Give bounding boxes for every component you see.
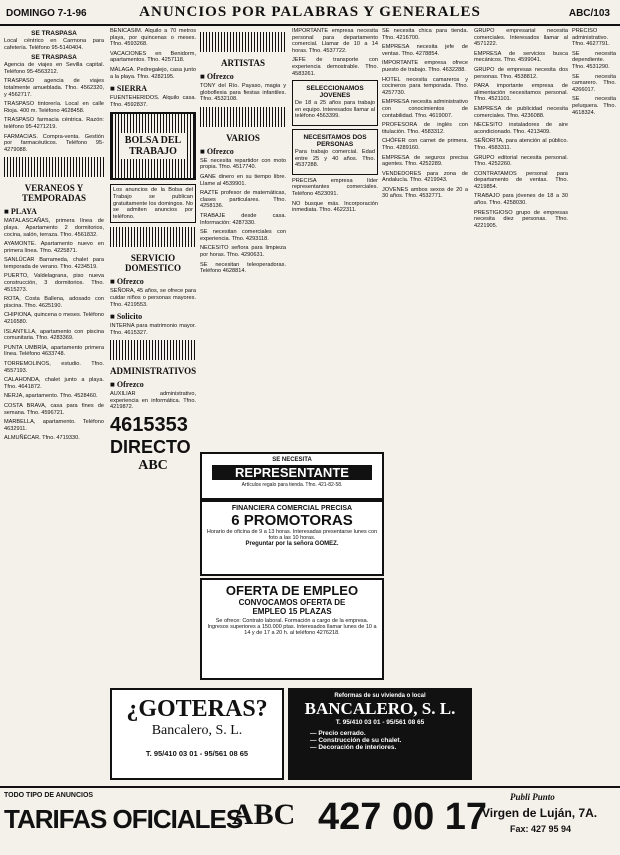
classified-ad: SANLÚCAR Barrameda, chalet para temporada de verano. Tfno. 4234519. <box>4 257 104 270</box>
classified-ad: SE necesitan comerciales con experiencia. Tfno. 4293118. <box>200 229 286 242</box>
rep-top: SE NECESITA <box>272 457 312 463</box>
classified-ad: ISLANTILLA, apartamento con piscina comunitaria. Tfno. 4283369. <box>4 328 104 342</box>
rep-sub: Artículos regalo para tienda. Tfno. 421-82-58. <box>241 482 343 488</box>
classified-ad: TRASPASO tintorería. Local en calle Rioja. 400 m. Teléfono 4628458. <box>4 101 104 114</box>
ad-heading: SELECCIONAMOS JOVENES <box>306 85 364 100</box>
direct-phone: 4615353 <box>110 414 188 437</box>
column-5 <box>382 28 468 588</box>
section-ornament <box>4 157 104 177</box>
classified-ad: AYAMONTE. Apartamento nuevo en primera línea. Tfno. 4225871. <box>4 241 104 254</box>
classified-ad: EMPRESA de publicidad necesita comerciales. Tfno. 4236088. <box>474 105 568 119</box>
column-2 <box>110 28 196 783</box>
classified-ad: VENDEDORES para zona de Andalucía. Tfno. 4219943. <box>382 170 468 184</box>
classified-ad: NERJA, apartamento. Tfno. 4528460. <box>4 393 98 400</box>
section-title: ARTISTAS <box>220 58 266 68</box>
classified-ad: MATALASCAÑAS, primera línea de playa. Apartamento 2 dormitorios, cocina, salón, terraza. Tfno. 4561832. <box>4 218 104 238</box>
classified-ad: CALAHONDA, chalet junto a playa. Tfno. 4641872. <box>4 377 104 390</box>
classified-ad: PRECISO administrativo. Tfno. 4627791. <box>572 28 610 48</box>
classified-ad: ROTA, Costa Ballena, adosado con piscina. Tfno. 4625190. <box>4 296 104 309</box>
section-ornament <box>110 227 196 247</box>
page-number: ABC/103 <box>568 8 610 19</box>
classified-ad: FARMACIAS. Compra-venta. Gestión por farmacéuticos. Teléfono 95-4279088. <box>4 133 104 153</box>
classified-ad: SEÑORITA, para atención al público. Tfno. 4583311. <box>474 138 568 151</box>
banner-line1: TODO TIPO DE ANUNCIOS <box>4 792 94 799</box>
classified-ad: PUNTA UMBRÍA, apartamento primera línea. Teléfono 4633748. <box>4 344 104 358</box>
reformas-item: — Precio cerrado. <box>310 730 366 737</box>
bolsa-note: Los anuncios de la Bolsa del Trabajo se publican gratuitamente los domingos. No se admiten anuncios por teléfono. <box>110 184 196 223</box>
column-6 <box>474 28 568 783</box>
classified-ad: HOTEL necesita camareros y cocineros para temporada. Tfno. 4257730. <box>382 76 468 96</box>
subsection-title: ■ PLAYA <box>4 207 104 216</box>
fin-top: FINANCIERA COMERCIAL PRECISA <box>231 505 353 512</box>
page-title: ANUNCIOS POR PALABRAS Y GENERALES <box>139 4 481 20</box>
subsection-title: ■ SIERRA <box>110 84 196 93</box>
reformas-ad <box>288 688 472 780</box>
classified-ad: PUERTO, Valdelagrana, piso nueva construcción, 3 dormitorios. Tfno. 4515273. <box>4 273 104 293</box>
classified-ad: TORREMOLINOS, estudio. Tfno. 4557193. <box>4 361 104 374</box>
ad-text: Agencia de viajes en Sevilla capital. Teléfono 95-4563212. <box>4 62 104 75</box>
subsection-title: ■ Ofrezco <box>200 72 286 81</box>
classified-ad: IMPORTANTE empresa necesita personal para departamento comercial. Llamar de 10 a 14 horas. Tfno. 4537722. <box>292 28 378 54</box>
oferta-body: Se ofrece: Contrato laboral. Formación a cargo de la empresa. Ingresos superiores a 150.000 ptas. Interesados llamar lunes de 10 a 14 y de 17 a 20 h. al teléfono 4276218. <box>207 618 377 636</box>
reformas-top: Reformas de su vivienda o local <box>334 693 426 699</box>
classified-ad: JEFE de transporte con experiencia demostrable. Tfno. 4583261. <box>292 57 378 77</box>
classified-ad: TRABAJE desde casa. Información: 4287330. <box>200 212 286 226</box>
classified-ad: CONTRATAMOS personal para departamento de ventas. Tfno. 4219854. <box>474 170 568 190</box>
ad-text: Para trabajo comercial. Edad entre 25 y 40 años. Tfno. 4537288. <box>295 148 375 169</box>
classified-ad: RAZTE profesor de matemáticas, clases particulares. Tfno. 4258136. <box>200 190 286 210</box>
reformas-item: — Decoración de interiores. <box>310 744 397 751</box>
section-ornament <box>200 32 286 52</box>
column-4 <box>292 28 378 288</box>
abc-logo: ABC <box>138 458 168 474</box>
banner-address: Virgen de Luján, 7A. <box>482 806 598 820</box>
ad-heading: SE TRASPASA <box>31 30 77 37</box>
classified-ad: TRABAJO para jóvenes de 18 a 30 años. Tfno. 4258030. <box>474 193 568 207</box>
direct-label: DIRECTO <box>110 437 191 458</box>
section-ornament <box>110 340 196 360</box>
classified-ad: SEÑORA, 45 años, se ofrece para cuidar niños o personas mayores. Tfno. 4219553. <box>110 288 196 308</box>
classified-ad: SE necesita dependiente. Tfno. 4531290. <box>572 50 616 70</box>
classified-ad: SE necesita repartidor con moto propia. Tfno. 4517740. <box>200 157 286 171</box>
classified-ad: EMPRESA de seguros precisa agentes. Tfno. 4252289. <box>382 154 468 168</box>
ad-text: De 18 a 25 años para trabajo en equipo. Interesados llamar al teléfono 4563399. <box>295 100 375 120</box>
page-header <box>0 0 620 26</box>
banner-fax: Fax: 427 95 94 <box>510 824 572 834</box>
classified-ad: FUENTEHERIDOS. Alquilo casa. Tfno. 4592837. <box>110 95 196 108</box>
classified-ad: PRECISA empresa líder representantes comerciales. Teléfono 4523091. <box>292 177 378 197</box>
column-3 <box>200 28 286 488</box>
oferta-title: OFERTA DE EMPLEO <box>225 583 359 598</box>
banner-title: TARIFAS OFICIALES <box>4 804 243 834</box>
goteras-title: ¿GOTERAS? <box>126 696 268 722</box>
classified-ad: EMPRESA de servicios busca mecánicos. Tfno. 4599041. <box>474 50 568 64</box>
classified-ad: NO busque más. Incorporación inmediata. Tfno. 4622311. <box>292 200 378 214</box>
rep-title: REPRESENTANTE <box>212 465 372 480</box>
issue-date: DOMINGO 7-1-96 <box>6 8 87 19</box>
subsection-title: ■ Ofrezco <box>110 277 196 286</box>
classified-ad: PARA importante empresa de alimentación necesitamos personal. Tfno. 4521101. <box>474 83 568 103</box>
classified-ad: SE necesita peluquera. Tfno. 4618324. <box>572 96 616 116</box>
classified-ad: GANE dinero en su tiempo libre. Llame al 4539901. <box>200 173 286 187</box>
bolsa-logo-text: BOLSA DEL TRABAJO <box>120 133 186 159</box>
classified-ad: INTERNA para matrimonio mayor. Tfno. 4615327. <box>110 323 196 336</box>
classified-ad: PRESTIGIOSO grupo de empresas necesita diez personas. Tfno. 4221905. <box>474 209 568 229</box>
section-title: VARIOS <box>226 132 260 143</box>
bottom-banner <box>0 786 620 855</box>
publi-punto-logo: Publi Punto <box>510 792 555 802</box>
classified-ad: JOVENES ambos sexos de 20 a 30 años. Tfno. 4532771. <box>382 186 468 200</box>
reformas-company: BANCALERO, S. L. <box>304 699 456 718</box>
section-title: VERANEOS Y TEMPORADAS <box>21 183 86 204</box>
ad-heading: NECESITAMOS DOS PERSONAS <box>303 133 367 148</box>
column-1 <box>4 28 104 783</box>
oferta-line2: EMPLEO 15 PLAZAS <box>252 607 332 616</box>
representative-ad <box>200 452 384 500</box>
column-7 <box>572 28 616 783</box>
reformas-item-text: Precio cerrado. <box>318 730 366 737</box>
section-title: SERVICIO DOMESTICO <box>124 253 181 274</box>
classified-ad: COSTA BRAVA, casa para fines de semana. Tfno. 4596721. <box>4 402 104 416</box>
reformas-item: — Construcción de su chalet. <box>310 737 402 744</box>
oferta-line1: CONVOCAMOS OFERTA DE <box>238 598 346 607</box>
fin-title: 6 PROMOTORAS <box>231 512 353 529</box>
ad-heading: SE TRASPASA <box>31 54 77 62</box>
reformas-item-text: Construcción de su chalet. <box>318 737 402 744</box>
reformas-item-text: Decoración de interiores. <box>318 744 397 751</box>
section-ornament <box>200 107 286 127</box>
financiera-ad <box>200 500 384 576</box>
classified-ad: SE necesita chica para tienda. Tfno. 4216700. <box>382 28 468 41</box>
classified-ad: SE necesita camarero. Tfno. 4266017. <box>572 73 616 93</box>
fin-body: Horario de oficina de 9 a 13 horas. Interesadas presentarse lunes con foto a las 10 horas. <box>206 529 378 541</box>
classified-ad: NECESITO señora para limpieza por horas. Tfno. 4290631. <box>200 245 286 258</box>
classified-ad: TRASPASO farmacia céntrica. Razón: teléfono 95-4271219. <box>4 117 104 130</box>
bolsa-logo <box>110 112 196 180</box>
classified-ad: ALMUÑÉCAR. Tfno. 4719330. <box>4 435 80 442</box>
classified-ad: CHÓFER con carnet de primera. Tfno. 4289160. <box>382 138 468 151</box>
classified-ad: EMPRESA necesita jefe de ventas. Tfno. 4278854. <box>382 44 468 57</box>
classified-ad: PROFESORA de inglés con titulación. Tfno. 4583312. <box>382 122 468 135</box>
classified-ad: GRUPO editorial necesita personal. Tfno. 4252260. <box>474 154 568 168</box>
classified-ad: GRUPO de empresas necesita dos personas. Tfno. 4538812. <box>474 66 568 80</box>
oferta-ad <box>200 578 384 680</box>
reformas-phones: T. 95/410 03 01 - 95/561 08 65 <box>335 719 425 726</box>
subsection-title: ■ Ofrezco <box>110 380 196 389</box>
fin-bottom: Preguntar por la señora GOMEZ. <box>245 541 339 547</box>
classified-ad: GRUPO empresarial necesita comerciales. Interesados llamar al 4571222. <box>474 28 568 48</box>
goteras-phones: T. 95/410 03 01 - 95/561 08 65 <box>145 749 249 758</box>
classified-ad: AUXILIAR administrativo, experiencia en informática. Tfno. 4219872. <box>110 391 196 411</box>
classified-ad: EMPRESA necesita administrativo con conocimientos de contabilidad. Tfno. 4619007. <box>382 99 468 119</box>
classified-ad: MÁLAGA. Pedregalejo, casa junto a la playa. Tfno. 4282195. <box>110 66 196 80</box>
classified-ad: NECESITO instaladores de aire acondicionado. Tfno. 4213409. <box>474 122 568 135</box>
ad-text: Local céntrico en Carmona para cafetería. Teléfono 95-5140404. <box>4 38 104 51</box>
classified-ad: TONY del Río. Payaso, magia y globoflexia para fiestas infantiles. Tfno. 4532108. <box>200 83 286 103</box>
classified-ad: TRASPASO agencia de viajes totalmente amueblada. Tfno. 4562320, y 4562717. <box>4 78 104 98</box>
classified-ad: VACACIONES en Benidorm, apartamentos. Tfno. 4257118. <box>110 50 196 64</box>
banner-phone: 427 00 17 <box>318 796 488 838</box>
classified-ad: BENICASIM. Alquilo a 70 metros playa, por quincenas o meses. Tfno. 4593268. <box>110 28 196 48</box>
classified-ad: SE necesitan teleoperadoras. Teléfono 4628814. <box>200 261 286 275</box>
classified-ad: CHIPIONA, quincena o meses. Teléfono 4216580. <box>4 312 104 326</box>
goteras-company: Bancalero, S. L. <box>151 723 243 738</box>
classified-ad: IMPORTANTE empresa ofrece puesto de trabajo. Tfno. 4632288. <box>382 60 468 73</box>
goteras-ad <box>110 688 284 780</box>
section-title: ADMINISTRATIVOS <box>110 366 196 377</box>
subsection-title: ■ Solicito <box>110 312 196 321</box>
subsection-title: ■ Ofrezco <box>200 147 286 156</box>
banner-abc-logo: ABC <box>232 798 296 831</box>
classified-ad: MARBELLA, apartamento. Teléfono 4632911. <box>4 419 104 432</box>
